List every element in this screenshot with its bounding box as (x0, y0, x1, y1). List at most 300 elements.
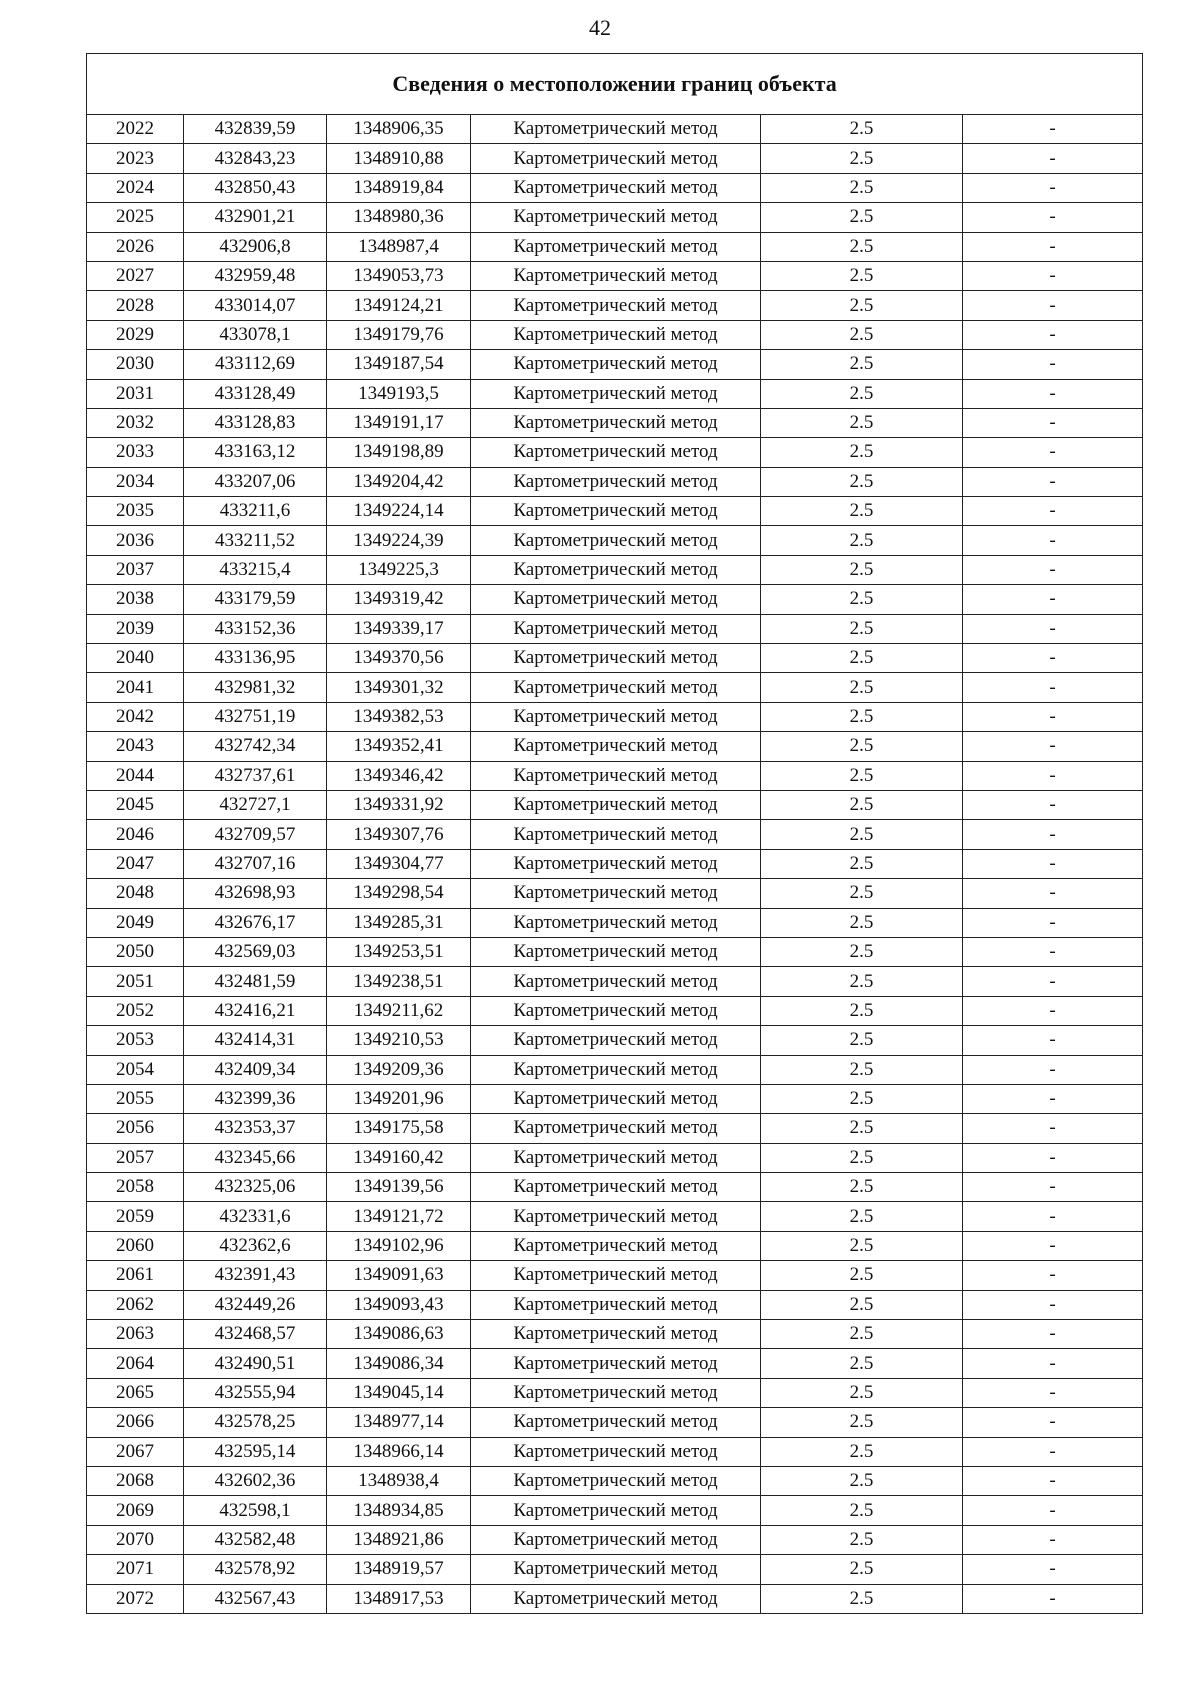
point-number-cell: 2028 (87, 291, 184, 320)
accuracy-cell: 2.5 (761, 232, 963, 261)
description-cell: - (963, 702, 1143, 731)
point-number-cell: 2025 (87, 203, 184, 232)
method-cell: Картометрический метод (471, 408, 761, 437)
point-number-cell: 2031 (87, 379, 184, 408)
description-cell: - (963, 1349, 1143, 1378)
description-cell: - (963, 937, 1143, 966)
description-cell: - (963, 1584, 1143, 1613)
accuracy-cell: 2.5 (761, 173, 963, 202)
x-coordinate-cell: 432981,32 (184, 673, 327, 702)
accuracy-cell: 2.5 (761, 1555, 963, 1584)
table-row (87, 1261, 1143, 1290)
description-cell: - (963, 497, 1143, 526)
y-coordinate-cell: 1349298,54 (327, 879, 471, 908)
method-cell: Картометрический метод (471, 1202, 761, 1231)
description-cell: - (963, 555, 1143, 584)
y-coordinate-cell: 1349382,53 (327, 702, 471, 731)
x-coordinate-cell: 432345,66 (184, 1143, 327, 1172)
y-coordinate-cell: 1349346,42 (327, 761, 471, 790)
page-number: 42 (589, 15, 611, 40)
accuracy-cell: 2.5 (761, 1320, 963, 1349)
table-row (87, 1173, 1143, 1202)
accuracy-cell: 2.5 (761, 908, 963, 937)
y-coordinate-cell: 1348910,88 (327, 144, 471, 173)
method-cell: Картометрический метод (471, 1055, 761, 1084)
x-coordinate-cell: 433179,59 (184, 585, 327, 614)
point-number-cell: 2047 (87, 849, 184, 878)
table-row (87, 790, 1143, 819)
accuracy-cell: 2.5 (761, 115, 963, 144)
x-coordinate-cell: 433014,07 (184, 291, 327, 320)
description-cell: - (963, 1026, 1143, 1055)
table-row (87, 937, 1143, 966)
description-cell: - (963, 732, 1143, 761)
y-coordinate-cell: 1349179,76 (327, 320, 471, 349)
accuracy-cell: 2.5 (761, 1496, 963, 1525)
table-title: Сведения о местоположении границ объекта (87, 54, 1143, 115)
method-cell: Картометрический метод (471, 673, 761, 702)
x-coordinate-cell: 432353,37 (184, 1114, 327, 1143)
table-row (87, 144, 1143, 173)
method-cell: Картометрический метод (471, 702, 761, 731)
description-cell: - (963, 1143, 1143, 1172)
x-coordinate-cell: 433211,52 (184, 526, 327, 555)
table-row (87, 849, 1143, 878)
method-cell: Картометрический метод (471, 1026, 761, 1055)
y-coordinate-cell: 1348977,14 (327, 1408, 471, 1437)
description-cell: - (963, 1466, 1143, 1495)
description-cell: - (963, 761, 1143, 790)
description-cell: - (963, 1525, 1143, 1554)
point-number-cell: 2058 (87, 1173, 184, 1202)
point-number-cell: 2064 (87, 1349, 184, 1378)
description-cell: - (963, 996, 1143, 1025)
method-cell: Картометрический метод (471, 1437, 761, 1466)
table-row (87, 1555, 1143, 1584)
table-row (87, 408, 1143, 437)
x-coordinate-cell: 432468,57 (184, 1320, 327, 1349)
point-number-cell: 2039 (87, 614, 184, 643)
x-coordinate-cell: 432325,06 (184, 1173, 327, 1202)
accuracy-cell: 2.5 (761, 1026, 963, 1055)
table-row (87, 526, 1143, 555)
description-cell: - (963, 673, 1143, 702)
y-coordinate-cell: 1349093,43 (327, 1290, 471, 1319)
accuracy-cell: 2.5 (761, 467, 963, 496)
point-number-cell: 2034 (87, 467, 184, 496)
method-cell: Картометрический метод (471, 173, 761, 202)
point-number-cell: 2048 (87, 879, 184, 908)
x-coordinate-cell: 432598,1 (184, 1496, 327, 1525)
table-row (87, 1055, 1143, 1084)
description-cell: - (963, 1261, 1143, 1290)
point-number-cell: 2045 (87, 790, 184, 819)
method-cell: Картометрический метод (471, 1084, 761, 1113)
table-row (87, 1143, 1143, 1172)
description-cell: - (963, 1114, 1143, 1143)
x-coordinate-cell: 433128,83 (184, 408, 327, 437)
table-row (87, 467, 1143, 496)
table-row (87, 1466, 1143, 1495)
accuracy-cell: 2.5 (761, 203, 963, 232)
description-cell: - (963, 173, 1143, 202)
y-coordinate-cell: 1349370,56 (327, 644, 471, 673)
y-coordinate-cell: 1349285,31 (327, 908, 471, 937)
y-coordinate-cell: 1349045,14 (327, 1378, 471, 1407)
method-cell: Картометрический метод (471, 732, 761, 761)
y-coordinate-cell: 1349209,36 (327, 1055, 471, 1084)
description-cell: - (963, 408, 1143, 437)
method-cell: Картометрический метод (471, 320, 761, 349)
x-coordinate-cell: 433163,12 (184, 438, 327, 467)
description-cell: - (963, 1084, 1143, 1113)
y-coordinate-cell: 1348921,86 (327, 1525, 471, 1554)
method-cell: Картометрический метод (471, 1525, 761, 1554)
y-coordinate-cell: 1348938,4 (327, 1466, 471, 1495)
point-number-cell: 2072 (87, 1584, 184, 1613)
table-row (87, 820, 1143, 849)
table-row (87, 320, 1143, 349)
point-number-cell: 2065 (87, 1378, 184, 1407)
description-cell: - (963, 585, 1143, 614)
y-coordinate-cell: 1348919,57 (327, 1555, 471, 1584)
x-coordinate-cell: 432709,57 (184, 820, 327, 849)
accuracy-cell: 2.5 (761, 1114, 963, 1143)
x-coordinate-cell: 433136,95 (184, 644, 327, 673)
description-cell: - (963, 614, 1143, 643)
y-coordinate-cell: 1349102,96 (327, 1231, 471, 1260)
y-coordinate-cell: 1349121,72 (327, 1202, 471, 1231)
description-cell: - (963, 967, 1143, 996)
method-cell: Картометрический метод (471, 291, 761, 320)
description-cell: - (963, 849, 1143, 878)
x-coordinate-cell: 432595,14 (184, 1437, 327, 1466)
y-coordinate-cell: 1349187,54 (327, 350, 471, 379)
table-row (87, 614, 1143, 643)
y-coordinate-cell: 1349211,62 (327, 996, 471, 1025)
x-coordinate-cell: 432481,59 (184, 967, 327, 996)
x-coordinate-cell: 432578,92 (184, 1555, 327, 1584)
y-coordinate-cell: 1349352,41 (327, 732, 471, 761)
point-number-cell: 2067 (87, 1437, 184, 1466)
point-number-cell: 2070 (87, 1525, 184, 1554)
y-coordinate-cell: 1349091,63 (327, 1261, 471, 1290)
method-cell: Картометрический метод (471, 497, 761, 526)
table-row (87, 291, 1143, 320)
accuracy-cell: 2.5 (761, 1261, 963, 1290)
accuracy-cell: 2.5 (761, 1584, 963, 1613)
y-coordinate-cell: 1349225,3 (327, 555, 471, 584)
table-row (87, 1084, 1143, 1113)
y-coordinate-cell: 1348906,35 (327, 115, 471, 144)
method-cell: Картометрический метод (471, 1173, 761, 1202)
x-coordinate-cell: 432449,26 (184, 1290, 327, 1319)
x-coordinate-cell: 432569,03 (184, 937, 327, 966)
description-cell: - (963, 1378, 1143, 1407)
x-coordinate-cell: 432959,48 (184, 261, 327, 290)
x-coordinate-cell: 432578,25 (184, 1408, 327, 1437)
table-row (87, 1437, 1143, 1466)
method-cell: Картометрический метод (471, 614, 761, 643)
x-coordinate-cell: 433152,36 (184, 614, 327, 643)
point-number-cell: 2040 (87, 644, 184, 673)
accuracy-cell: 2.5 (761, 408, 963, 437)
y-coordinate-cell: 1349139,56 (327, 1173, 471, 1202)
x-coordinate-cell: 432362,6 (184, 1231, 327, 1260)
point-number-cell: 2046 (87, 820, 184, 849)
point-number-cell: 2068 (87, 1466, 184, 1495)
accuracy-cell: 2.5 (761, 261, 963, 290)
table-row (87, 1114, 1143, 1143)
accuracy-cell: 2.5 (761, 1231, 963, 1260)
y-coordinate-cell: 1349253,51 (327, 937, 471, 966)
x-coordinate-cell: 432906,8 (184, 232, 327, 261)
x-coordinate-cell: 433211,6 (184, 497, 327, 526)
point-number-cell: 2024 (87, 173, 184, 202)
x-coordinate-cell: 432582,48 (184, 1525, 327, 1554)
method-cell: Картометрический метод (471, 144, 761, 173)
y-coordinate-cell: 1349198,89 (327, 438, 471, 467)
table-row (87, 1231, 1143, 1260)
description-cell: - (963, 261, 1143, 290)
method-cell: Картометрический метод (471, 379, 761, 408)
table-row (87, 967, 1143, 996)
description-cell: - (963, 644, 1143, 673)
method-cell: Картометрический метод (471, 261, 761, 290)
method-cell: Картометрический метод (471, 1261, 761, 1290)
y-coordinate-cell: 1349224,39 (327, 526, 471, 555)
x-coordinate-cell: 432839,59 (184, 115, 327, 144)
accuracy-cell: 2.5 (761, 1408, 963, 1437)
method-cell: Картометрический метод (471, 1555, 761, 1584)
accuracy-cell: 2.5 (761, 1143, 963, 1172)
x-coordinate-cell: 433078,1 (184, 320, 327, 349)
accuracy-cell: 2.5 (761, 1084, 963, 1113)
y-coordinate-cell: 1349238,51 (327, 967, 471, 996)
table-row (87, 908, 1143, 937)
method-cell: Картометрический метод (471, 1378, 761, 1407)
y-coordinate-cell: 1349331,92 (327, 790, 471, 819)
method-cell: Картометрический метод (471, 1114, 761, 1143)
y-coordinate-cell: 1348980,36 (327, 203, 471, 232)
point-number-cell: 2044 (87, 761, 184, 790)
method-cell: Картометрический метод (471, 1466, 761, 1495)
point-number-cell: 2035 (87, 497, 184, 526)
table-row (87, 203, 1143, 232)
accuracy-cell: 2.5 (761, 996, 963, 1025)
y-coordinate-cell: 1349224,14 (327, 497, 471, 526)
accuracy-cell: 2.5 (761, 1378, 963, 1407)
description-cell: - (963, 879, 1143, 908)
table-row (87, 673, 1143, 702)
accuracy-cell: 2.5 (761, 790, 963, 819)
y-coordinate-cell: 1348919,84 (327, 173, 471, 202)
method-cell: Картометрический метод (471, 1290, 761, 1319)
description-cell: - (963, 1202, 1143, 1231)
method-cell: Картометрический метод (471, 849, 761, 878)
point-number-cell: 2027 (87, 261, 184, 290)
accuracy-cell: 2.5 (761, 438, 963, 467)
point-number-cell: 2054 (87, 1055, 184, 1084)
point-number-cell: 2059 (87, 1202, 184, 1231)
point-number-cell: 2043 (87, 732, 184, 761)
x-coordinate-cell: 432555,94 (184, 1378, 327, 1407)
accuracy-cell: 2.5 (761, 673, 963, 702)
point-number-cell: 2023 (87, 144, 184, 173)
description-cell: - (963, 526, 1143, 555)
x-coordinate-cell: 433112,69 (184, 350, 327, 379)
accuracy-cell: 2.5 (761, 1466, 963, 1495)
table-row (87, 497, 1143, 526)
accuracy-cell: 2.5 (761, 585, 963, 614)
x-coordinate-cell: 432901,21 (184, 203, 327, 232)
method-cell: Картометрический метод (471, 1584, 761, 1613)
x-coordinate-cell: 432676,17 (184, 908, 327, 937)
method-cell: Картометрический метод (471, 203, 761, 232)
description-cell: - (963, 232, 1143, 261)
description-cell: - (963, 320, 1143, 349)
x-coordinate-cell: 432409,34 (184, 1055, 327, 1084)
method-cell: Картометрический метод (471, 1408, 761, 1437)
x-coordinate-cell: 432843,23 (184, 144, 327, 173)
method-cell: Картометрический метод (471, 1320, 761, 1349)
point-number-cell: 2033 (87, 438, 184, 467)
x-coordinate-cell: 432707,16 (184, 849, 327, 878)
y-coordinate-cell: 1349319,42 (327, 585, 471, 614)
point-number-cell: 2063 (87, 1320, 184, 1349)
accuracy-cell: 2.5 (761, 526, 963, 555)
point-number-cell: 2053 (87, 1026, 184, 1055)
y-coordinate-cell: 1349301,32 (327, 673, 471, 702)
table-row (87, 1408, 1143, 1437)
point-number-cell: 2032 (87, 408, 184, 437)
y-coordinate-cell: 1349201,96 (327, 1084, 471, 1113)
method-cell: Картометрический метод (471, 644, 761, 673)
accuracy-cell: 2.5 (761, 1349, 963, 1378)
point-number-cell: 2051 (87, 967, 184, 996)
description-cell: - (963, 438, 1143, 467)
method-cell: Картометрический метод (471, 555, 761, 584)
table-row (87, 438, 1143, 467)
boundary-coordinates-table (86, 53, 1143, 1614)
method-cell: Картометрический метод (471, 1349, 761, 1378)
description-cell: - (963, 1437, 1143, 1466)
description-cell: - (963, 379, 1143, 408)
point-number-cell: 2042 (87, 702, 184, 731)
method-cell: Картометрический метод (471, 908, 761, 937)
accuracy-cell: 2.5 (761, 732, 963, 761)
table-row (87, 732, 1143, 761)
x-coordinate-cell: 432737,61 (184, 761, 327, 790)
description-cell: - (963, 1231, 1143, 1260)
x-coordinate-cell: 432391,43 (184, 1261, 327, 1290)
accuracy-cell: 2.5 (761, 1202, 963, 1231)
x-coordinate-cell: 432698,93 (184, 879, 327, 908)
accuracy-cell: 2.5 (761, 555, 963, 584)
table-row (87, 1290, 1143, 1319)
accuracy-cell: 2.5 (761, 644, 963, 673)
description-cell: - (963, 115, 1143, 144)
y-coordinate-cell: 1349304,77 (327, 849, 471, 878)
point-number-cell: 2049 (87, 908, 184, 937)
method-cell: Картометрический метод (471, 1231, 761, 1260)
accuracy-cell: 2.5 (761, 1437, 963, 1466)
point-number-cell: 2055 (87, 1084, 184, 1113)
accuracy-cell: 2.5 (761, 320, 963, 349)
y-coordinate-cell: 1349053,73 (327, 261, 471, 290)
y-coordinate-cell: 1349339,17 (327, 614, 471, 643)
y-coordinate-cell: 1349204,42 (327, 467, 471, 496)
x-coordinate-cell: 432850,43 (184, 173, 327, 202)
point-number-cell: 2062 (87, 1290, 184, 1319)
y-coordinate-cell: 1349086,34 (327, 1349, 471, 1378)
accuracy-cell: 2.5 (761, 497, 963, 526)
y-coordinate-cell: 1348966,14 (327, 1437, 471, 1466)
method-cell: Картометрический метод (471, 1143, 761, 1172)
point-number-cell: 2061 (87, 1261, 184, 1290)
method-cell: Картометрический метод (471, 467, 761, 496)
accuracy-cell: 2.5 (761, 350, 963, 379)
table-row (87, 996, 1143, 1025)
y-coordinate-cell: 1349175,58 (327, 1114, 471, 1143)
y-coordinate-cell: 1349086,63 (327, 1320, 471, 1349)
description-cell: - (963, 1496, 1143, 1525)
method-cell: Картометрический метод (471, 879, 761, 908)
accuracy-cell: 2.5 (761, 614, 963, 643)
x-coordinate-cell: 432331,6 (184, 1202, 327, 1231)
table-row (87, 555, 1143, 584)
method-cell: Картометрический метод (471, 585, 761, 614)
description-cell: - (963, 1290, 1143, 1319)
description-cell: - (963, 1055, 1143, 1084)
point-number-cell: 2056 (87, 1114, 184, 1143)
description-cell: - (963, 350, 1143, 379)
method-cell: Картометрический метод (471, 996, 761, 1025)
x-coordinate-cell: 432727,1 (184, 790, 327, 819)
table-title-row (87, 54, 1143, 115)
table-row (87, 1320, 1143, 1349)
description-cell: - (963, 1555, 1143, 1584)
y-coordinate-cell: 1348934,85 (327, 1496, 471, 1525)
method-cell: Картометрический метод (471, 438, 761, 467)
method-cell: Картометрический метод (471, 937, 761, 966)
x-coordinate-cell: 432567,43 (184, 1584, 327, 1613)
table-row (87, 1584, 1143, 1613)
table-row (87, 761, 1143, 790)
method-cell: Картометрический метод (471, 967, 761, 996)
table-row (87, 1349, 1143, 1378)
accuracy-cell: 2.5 (761, 967, 963, 996)
x-coordinate-cell: 433207,06 (184, 467, 327, 496)
accuracy-cell: 2.5 (761, 1055, 963, 1084)
accuracy-cell: 2.5 (761, 1173, 963, 1202)
accuracy-cell: 2.5 (761, 291, 963, 320)
method-cell: Картометрический метод (471, 761, 761, 790)
y-coordinate-cell: 1349124,21 (327, 291, 471, 320)
description-cell: - (963, 1408, 1143, 1437)
x-coordinate-cell: 432399,36 (184, 1084, 327, 1113)
x-coordinate-cell: 433215,4 (184, 555, 327, 584)
x-coordinate-cell: 432490,51 (184, 1349, 327, 1378)
x-coordinate-cell: 432414,31 (184, 1026, 327, 1055)
method-cell: Картометрический метод (471, 820, 761, 849)
table-row (87, 261, 1143, 290)
point-number-cell: 2038 (87, 585, 184, 614)
description-cell: - (963, 908, 1143, 937)
table-row (87, 1525, 1143, 1554)
accuracy-cell: 2.5 (761, 1290, 963, 1319)
accuracy-cell: 2.5 (761, 1525, 963, 1554)
